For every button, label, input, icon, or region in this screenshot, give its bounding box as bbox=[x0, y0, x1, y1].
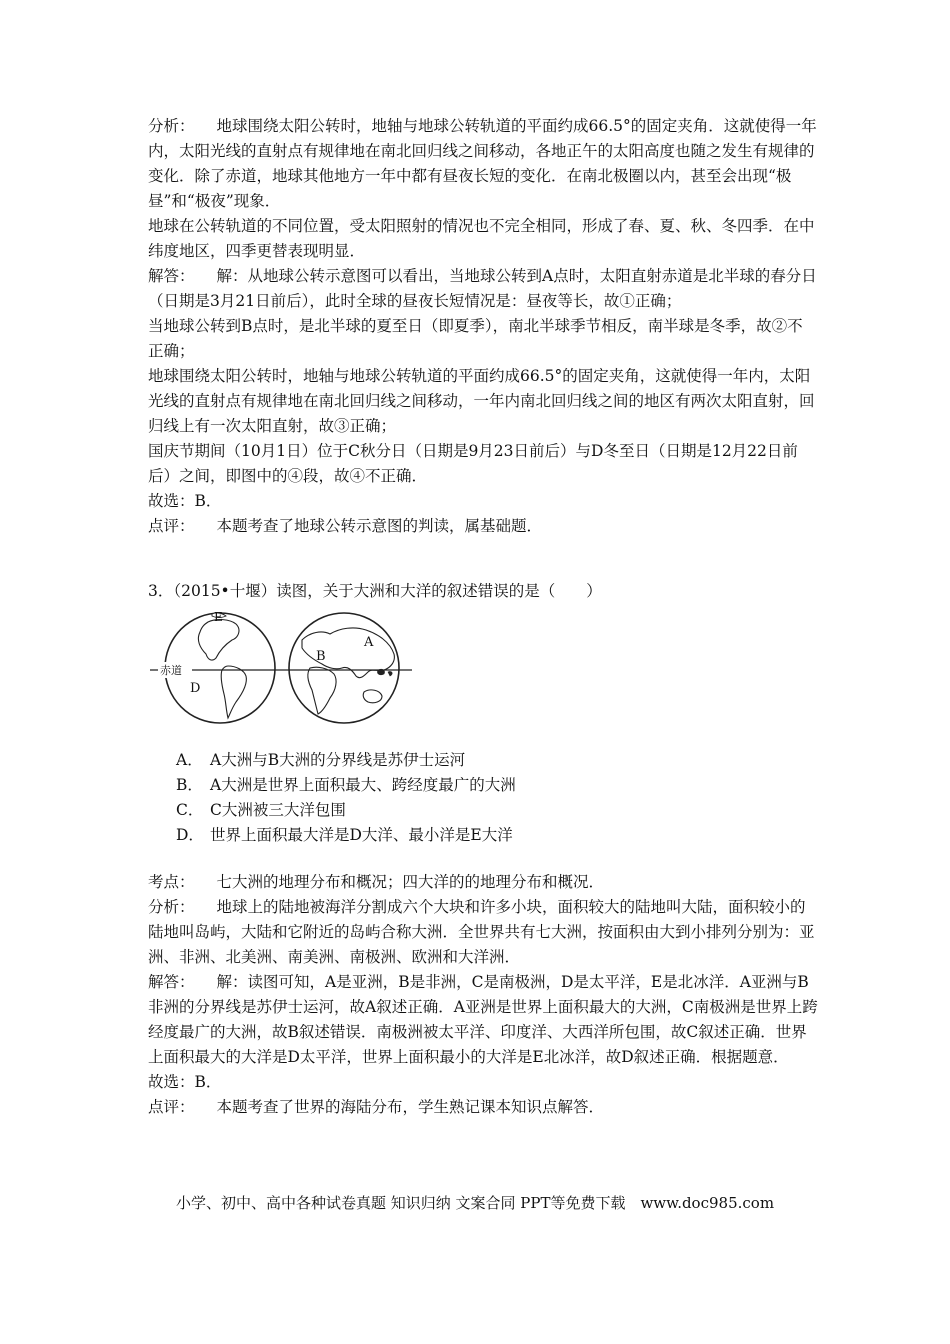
answer2-label: 解答： bbox=[148, 973, 195, 991]
answer2-text: 解：读图可知，A是亚洲，B是非洲，C是南极洲，D是太平洋，E是北冰洋．A亚洲与B非洲的分界线是苏伊士运河，故A叙述正确．A亚洲是世界上面积最大的大洲，C南极洲是世界上跨经度最广的大洲，故B叙述错误．南极洲被太平洋、印度洋、大西洋所包围，故C叙述正确．世界上面积最大的大洋是D太平洋，世界上面积最小的大洋是E北冰洋，故D叙述正确．根据题意． bbox=[148, 973, 818, 1066]
analysis-label: 分析： bbox=[148, 117, 195, 135]
comment2-label: 点评： bbox=[148, 1098, 195, 1116]
option-letter: A． bbox=[176, 751, 203, 769]
answer-paragraph-2: 当地球公转到B点时，是北半球的夏至日（即夏季），南北半球季节相反，南半球是冬季，故②不正确； bbox=[148, 317, 803, 360]
map-label-d: D bbox=[190, 681, 201, 696]
analysis2-paragraph bbox=[148, 895, 818, 970]
question-title: 3．（2015•十堰）读图，关于大洲和大洋的叙述错误的是（ ） bbox=[148, 582, 602, 600]
choice-line: 故选：B． bbox=[148, 492, 222, 510]
kaodian-text: 七大洲的地理分布和概况；四大洋的的地理分布和概况． bbox=[216, 873, 605, 891]
option-d bbox=[176, 823, 818, 848]
option-c bbox=[176, 798, 818, 823]
page-footer: 小学、初中、高中各种试卷真题 知识归纳 文案合同 PPT等免费下载 www.doc985.com bbox=[175, 1194, 775, 1212]
answer2-paragraph bbox=[148, 970, 818, 1070]
spacer bbox=[148, 848, 818, 870]
analysis-paragraph-2: 地球在公转轨道的不同位置，受太阳照射的情况也不完全相同，形成了春、夏、秋、冬四季．在中纬度地区，四季更替表现明显． bbox=[148, 217, 815, 260]
comment-label: 点评： bbox=[148, 517, 195, 535]
option-text: 世界上面积最大洋是D大洋、最小洋是E大洋 bbox=[210, 826, 513, 844]
answer-label: 解答： bbox=[148, 267, 195, 285]
map-label-a: A bbox=[364, 635, 374, 650]
option-text: A大洲与B大洲的分界线是苏伊士运河 bbox=[210, 751, 466, 769]
answer-paragraph-4: 国庆节期间（10月1日）位于C秋分日（日期是9月23日前后）与D冬至日（日期是12月22日前后）之间，即图中的④段，故④不正确． bbox=[148, 442, 798, 485]
option-letter: C． bbox=[176, 801, 204, 819]
option-letter: D． bbox=[176, 826, 204, 844]
comment2-text: 本题考查了世界的海陆分布，学生熟记课本知识点解答． bbox=[216, 1098, 605, 1116]
analysis-paragraph bbox=[148, 114, 818, 214]
document-content bbox=[148, 114, 818, 1120]
options-list bbox=[176, 748, 818, 848]
kaodian-label: 考点： bbox=[148, 873, 195, 891]
analysis2-label: 分析： bbox=[148, 898, 195, 916]
map-label-e: E bbox=[214, 610, 223, 624]
world-map-figure bbox=[150, 610, 422, 726]
comment-text: 本题考查了地球公转示意图的判读，属基础题． bbox=[216, 517, 543, 535]
option-a bbox=[176, 748, 818, 773]
choice2-line: 故选：B． bbox=[148, 1073, 222, 1091]
comment2-paragraph bbox=[148, 1095, 818, 1120]
option-b bbox=[176, 773, 818, 798]
analysis-text-1: 地球围绕太阳公转时，地轴与地球公转轨道的平面约成66.5°的固定夹角．这就使得一年内，太阳光线的直射点有规律地在南北回归线之间移动，各地正午的太阳高度也随之发生有规律的变化．除了赤道，地球其他地方一年中都有昼夜长短的变化．在南北极圈以内，甚至会出现“极昼”和“极夜”现象． bbox=[148, 117, 817, 210]
option-text: C大洲被三大洋包围 bbox=[210, 801, 346, 819]
option-letter: B． bbox=[176, 776, 203, 794]
option-text: A大洲是世界上面积最大、跨经度最广的大洲 bbox=[210, 776, 516, 794]
map-label-equator: 赤道 bbox=[160, 664, 182, 677]
answer-text-1: 解：从地球公转示意图可以看出，当地球公转到A点时，太阳直射赤道是北半球的春分日（日期是3月21日前后），此时全球的昼夜长短情况是：昼夜等长，故①正确； bbox=[148, 267, 817, 310]
comment-paragraph bbox=[148, 514, 818, 539]
map-label-b: B bbox=[316, 649, 326, 664]
kaodian-paragraph bbox=[148, 870, 818, 895]
answer-paragraph-3: 地球围绕太阳公转时，地轴与地球公转轨道的平面约成66.5°的固定夹角，这就使得一年内，太阳光线的直射点有规律地在南北回归线之间移动，一年内南北回归线之间的地区有两次太阳直射，回归线上有一次太阳直射，故③正确； bbox=[148, 367, 815, 435]
answer-paragraph bbox=[148, 264, 818, 314]
analysis2-text: 地球上的陆地被海洋分割成六个大块和许多小块，面积较大的陆地叫大陆，面积较小的陆地叫岛屿，大陆和它附近的岛屿合称大洲．全世界共有七大洲，按面积由大到小排列分别为：亚洲、非洲、北美洲、南美洲、南极洲、欧洲和大洋洲． bbox=[148, 898, 815, 966]
eastern-hemisphere bbox=[289, 613, 399, 723]
